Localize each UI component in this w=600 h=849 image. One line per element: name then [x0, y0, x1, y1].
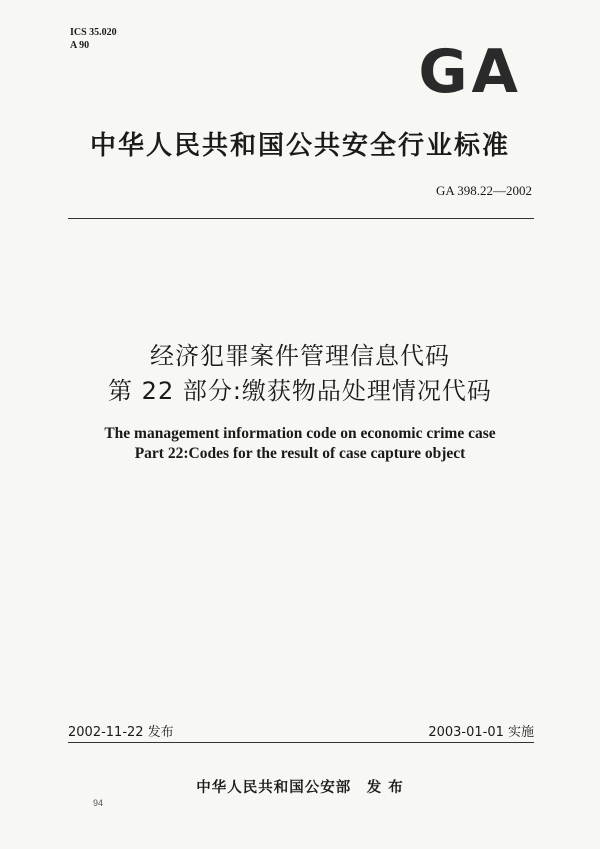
footer-divider [68, 742, 534, 743]
title-en-line1: The management information code on economic crime case [104, 425, 496, 442]
ics-code: ICS 35.020 [70, 27, 117, 38]
publisher: 中华人民共和国公安部 发 布 [196, 780, 404, 796]
standard-number: GA 398.22—2002 [435, 183, 532, 198]
classification-block [70, 26, 117, 52]
page-number: 94 [93, 798, 104, 808]
header-divider [68, 218, 534, 219]
ga-logo: GA [418, 37, 522, 107]
title-en-line2: Part 22:Codes for the result of case capture object [134, 445, 466, 462]
standard-header: 中华人民共和国公共安全行业标准 [89, 131, 510, 161]
title-cn-line1: 经济犯罪案件管理信息代码 [150, 342, 450, 370]
title-cn-line2: 第 22 部分:缴获物品处理情况代码 [108, 377, 492, 405]
publish-date: 2002-11-22 发布 [68, 725, 174, 740]
implement-date: 2003-01-01 实施 [428, 725, 534, 740]
ccs-code: A 90 [70, 40, 90, 51]
